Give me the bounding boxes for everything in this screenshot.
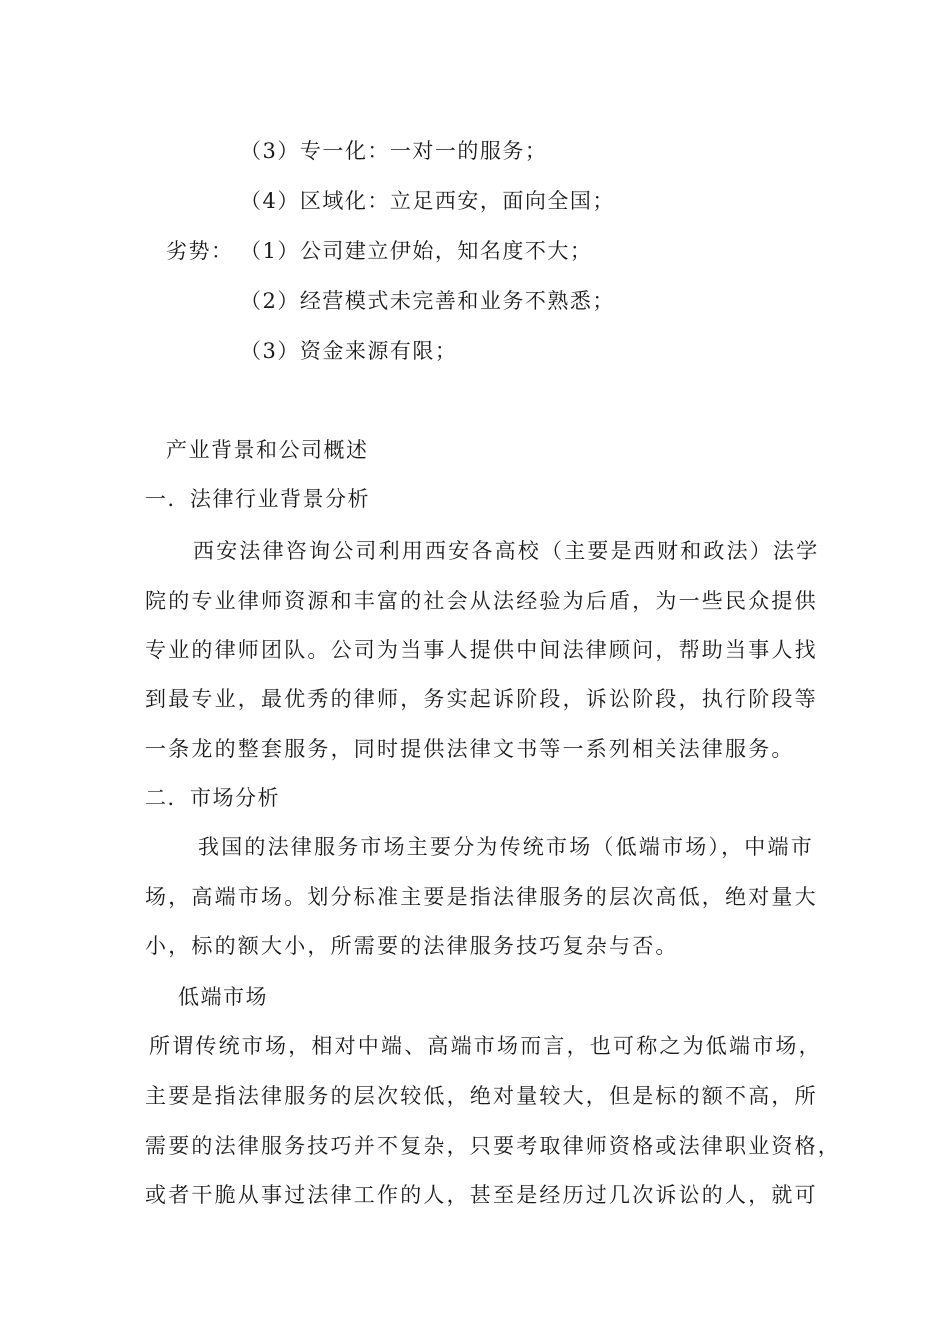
section1-heading: 一．法律行业背景分析: [145, 487, 370, 511]
section2-line: 场，高端市场。划分标准主要是指法律服务的层次高低，绝对量大: [145, 885, 818, 909]
section1-line: 西安法律咨询公司利用西安各高校（主要是西财和政法）法学: [193, 539, 820, 563]
low-end-line: 主要是指法律服务的层次较低，绝对量较大，但是标的额不高，所: [145, 1084, 818, 1108]
section2-heading: 二．市场分析: [145, 786, 280, 810]
section1-line: 一条龙的整套服务，同时提供法律文书等一系列相关法律服务。: [145, 737, 795, 761]
advantage-item-3: （3）专一化：一对一的服务；: [240, 139, 548, 163]
disadvantage-item-1: （1）公司建立伊始，知名度不大；: [240, 239, 593, 263]
section1-line: 专业的律师团队。公司为当事人提供中间法律顾问，帮助当事人找: [145, 638, 818, 662]
section2-line: 我国的法律服务市场主要分为传统市场（低端市场），中端市: [198, 835, 814, 859]
section1-line: 到最专业，最优秀的律师，务实起诉阶段，诉讼阶段，执行阶段等: [145, 687, 818, 711]
low-end-line: 需要的法律服务技巧并不复杂，只要考取律师资格或法律职业资格，: [145, 1134, 841, 1158]
section-title: 产业背景和公司概述: [166, 438, 369, 462]
disadvantage-item-3: （3）资金来源有限；: [240, 339, 458, 363]
disadvantages-label: 劣势：: [166, 239, 234, 263]
section2-line: 小，标的额大小，所需要的法律服务技巧复杂与否。: [145, 934, 679, 958]
disadvantage-item-2: （2）经营模式未完善和业务不熟悉；: [240, 289, 615, 313]
section1-line: 院的专业律师资源和丰富的社会从法经验为后盾，为一些民众提供: [145, 589, 818, 613]
low-end-market-heading: 低端市场: [178, 985, 268, 1009]
low-end-line: 所谓传统市场，相对中端、高端市场而言，也可称之为低端市场，: [149, 1034, 822, 1058]
advantage-item-4: （4）区域化：立足西安，面向全国；: [240, 189, 615, 213]
low-end-line: 或者干脆从事过法律工作的人，甚至是经历过几次诉讼的人，就可: [145, 1183, 818, 1207]
